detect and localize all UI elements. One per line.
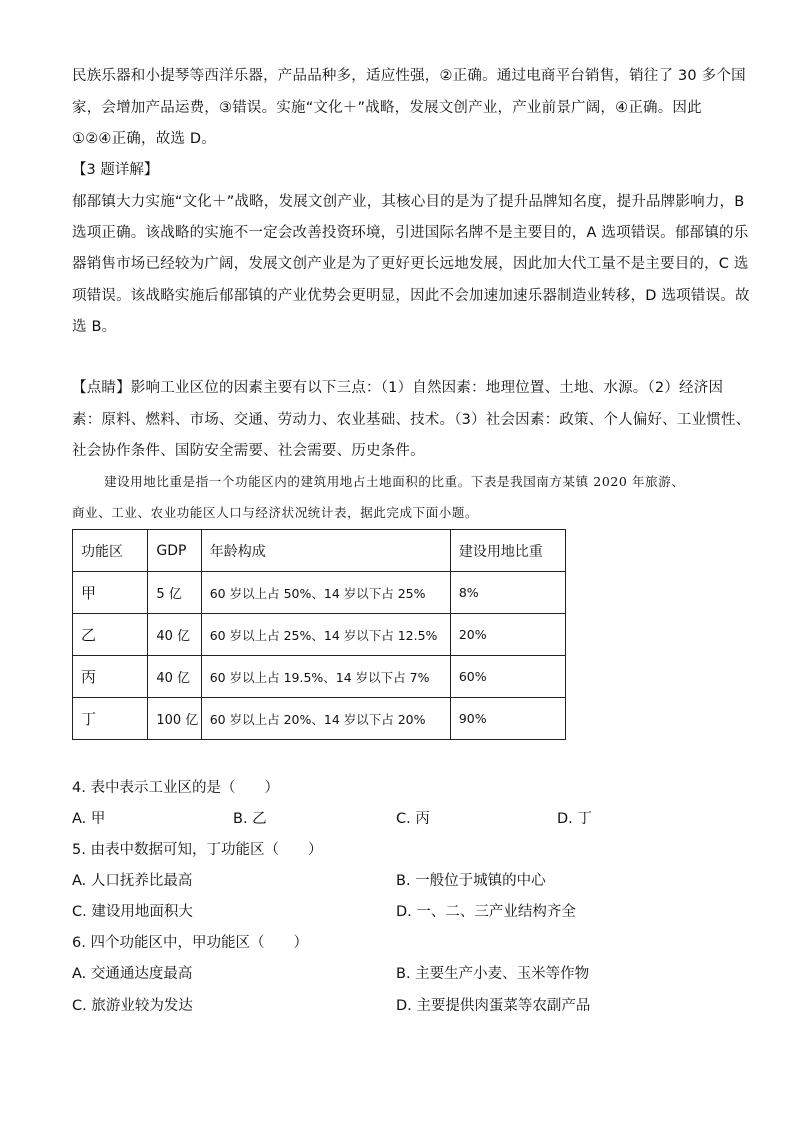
q3-line-2: 选项正确。该战略的实施不一定会改善投资环境，引进国际名牌不是主要目的，A 选项错误。郁郚镇的乐 bbox=[72, 225, 749, 241]
table-cell: 丙 bbox=[73, 656, 148, 698]
table-cell: 丁 bbox=[73, 698, 148, 740]
table-cell: 60 岁以上占 25%、14 岁以下占 12.5% bbox=[201, 614, 450, 656]
table-cell: 8% bbox=[450, 572, 565, 614]
q3-detail-tag: 【3 题详解】 bbox=[72, 162, 159, 178]
intro-line-2: 商业、工业、农业功能区人口与经济状况统计表，据此完成下面小题。 bbox=[72, 505, 479, 520]
question-6-stem: 6. 四个功能区中，甲功能区（ ） bbox=[72, 935, 308, 951]
question-5-stem: 5. 由表中数据可知，丁功能区（ ） bbox=[72, 842, 323, 858]
table-cell: 40 亿 bbox=[148, 656, 201, 698]
table-cell: 60 岁以上占 20%、14 岁以下占 20% bbox=[201, 698, 450, 740]
q3-line-1: 郁郚镇大力实施“文化＋”战略，发展文创产业，其核心目的是为了提升品牌知名度，提升品牌影响力，B bbox=[72, 194, 745, 210]
table-row bbox=[73, 572, 566, 614]
question-4-stem: 4. 表中表示工业区的是（ ） bbox=[72, 780, 279, 796]
q6-option-d: D. 主要提供肉蛋菜等农副产品 bbox=[396, 998, 591, 1014]
table-cell: 60 岁以上占 50%、14 岁以下占 25% bbox=[201, 572, 450, 614]
q5-option-d: D. 一、二、三产业结构齐全 bbox=[396, 904, 576, 920]
table-header-cell: 年龄构成 bbox=[201, 530, 450, 572]
table-cell: 20% bbox=[450, 614, 565, 656]
q5-option-b: B. 一般位于城镇的中心 bbox=[396, 873, 546, 889]
tip-line-1: 【点睛】影响工业区位的因素主要有以下三点：（1）自然因素：地理位置、土地、水源。（2）经济因 bbox=[72, 380, 724, 396]
table-header-row bbox=[73, 530, 566, 572]
q4-option-c: C. 丙 bbox=[396, 811, 430, 827]
q4-option-d: D. 丁 bbox=[557, 811, 592, 827]
intro-line-1: 建设用地比重是指一个功能区内的建筑用地占土地面积的比重。下表是我国南方某镇 2020 年旅游、 bbox=[104, 474, 685, 489]
table-cell: 100 亿 bbox=[148, 698, 201, 740]
q6-option-c: C. 旅游业较为发达 bbox=[72, 998, 193, 1014]
table-header-cell: 功能区 bbox=[73, 530, 148, 572]
table-header-cell: 建设用地比重 bbox=[450, 530, 565, 572]
tip-line-3: 社会协作条件、国防安全需要、社会需要、历史条件。 bbox=[72, 443, 425, 459]
table-cell: 40 亿 bbox=[148, 614, 201, 656]
table-cell: 5 亿 bbox=[148, 572, 201, 614]
q3-line-3: 器销售市场已经较为广阔，发展文创产业是为了更好更长远地发展，因此加大代工量不是主要目的，C 选 bbox=[72, 256, 749, 272]
table-row bbox=[73, 656, 566, 698]
table-cell: 90% bbox=[450, 698, 565, 740]
q6-option-b: B. 主要生产小麦、玉米等作物 bbox=[396, 966, 590, 982]
table-row bbox=[73, 698, 566, 740]
tip-line-2: 素：原料、燃料、市场、交通、劳动力、农业基础、技术。（3）社会因素：政策、个人偏好、工业惯性、 bbox=[72, 412, 751, 428]
q3-line-5: 选 B。 bbox=[72, 319, 117, 335]
q5-option-a: A. 人口抚养比最高 bbox=[72, 873, 193, 889]
q4-option-b: B. 乙 bbox=[233, 811, 267, 827]
table-row bbox=[73, 614, 566, 656]
table-header-cell: GDP bbox=[148, 530, 201, 572]
analysis-line-2: 家，会增加产品运费，③错误。实施“文化＋”战略，发展文创产业，产业前景广阔，④正确。因此 bbox=[72, 100, 702, 116]
q5-option-c: C. 建设用地面积大 bbox=[72, 904, 193, 920]
q4-option-a: A. 甲 bbox=[72, 811, 106, 827]
q6-option-a: A. 交通通达度最高 bbox=[72, 966, 193, 982]
table-cell: 乙 bbox=[73, 614, 148, 656]
table-cell: 甲 bbox=[73, 572, 148, 614]
analysis-line-1: 民族乐器和小提琴等西洋乐器，产品品种多，适应性强，②正确。通过电商平台销售，销往了 30 多个国 bbox=[72, 68, 746, 84]
table-cell: 60 岁以上占 19.5%、14 岁以下占 7% bbox=[201, 656, 450, 698]
table-cell: 60% bbox=[450, 656, 565, 698]
statistics-table bbox=[72, 529, 566, 740]
analysis-line-3: ①②④正确，故选 D。 bbox=[72, 131, 216, 147]
q3-line-4: 项错误。该战略实施后郁郚镇的产业优势会更明显，因此不会加速加速乐器制造业转移，D 选项错误。故 bbox=[72, 288, 750, 304]
